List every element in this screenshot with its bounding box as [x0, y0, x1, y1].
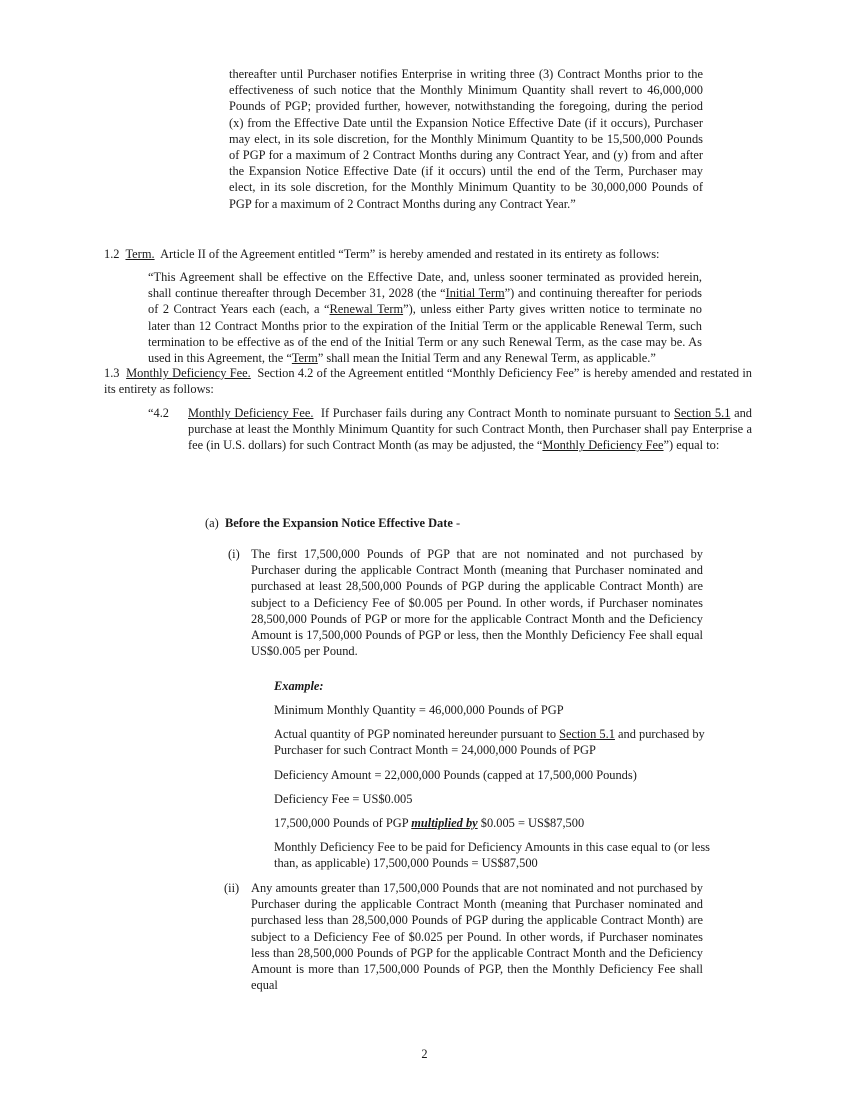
- section-1-2-quote: [148, 269, 702, 366]
- example-text: Actual quantity of PGP nominated hereunder pursuant to: [274, 727, 560, 741]
- defined-term-renewal-term: Renewal Term: [329, 302, 404, 317]
- multiplied-by-emphasis: multiplied by: [411, 816, 478, 830]
- quote-part: “This Agreement shall be effective on the Effective Date, and, unless sooner terminated as provided herein, shall continue thereafter through December 31, 2028 (the “: [148, 270, 702, 301]
- example-line-4: Deficiency Fee = US$0.005: [274, 792, 413, 806]
- clause-ii-text: Any amounts greater than 17,500,000 Pounds that are not nominated and not purchased by Purchaser during the applicable Contract Month (meaning that Purchaser nominated and purchased less than 28,500,000 Pounds of PGP during the applicable Contract Month) are subject to a Deficiency Fee of $0.025 per Pound. In other words, if Purchaser nominates less than 28,500,000 Pounds of PGP for the applicable Contract Month and the Deficiency Amount is more than 17,500,000 Pounds of PGP, then the Monthly Deficiency Fee shall equal: [251, 881, 703, 993]
- section-4-2-text: ”) equal to:: [663, 438, 720, 453]
- section-reference: Section 5.1: [674, 406, 731, 420]
- section-4-2-heading: Monthly Deficiency Fee.: [188, 406, 314, 420]
- example-text: 17,500,000 Pounds of PGP: [274, 816, 412, 830]
- defined-term-initial-term: Initial Term: [445, 286, 505, 301]
- section-4-2-number: “4.2: [148, 406, 169, 420]
- example-line-6: Monthly Deficiency Fee to be paid for Deficiency Amounts in this case equal to (or less than, as applicable) 17,500,000 Pounds = US$87,500: [274, 840, 710, 871]
- example-text: and purchased by Purchaser for such Contract Month = 24,000,000 Pounds of PGP: [274, 727, 705, 758]
- section-reference: Section 5.1: [559, 727, 615, 741]
- section-4-2-paragraph: [188, 405, 752, 454]
- example-line-5: [274, 815, 584, 831]
- example-line-1: Minimum Monthly Quantity = 46,000,000 Pounds of PGP: [274, 703, 564, 717]
- defined-term-monthly-deficiency-fee: Monthly Deficiency Fee: [542, 438, 664, 453]
- section-1-2-intro-text: Article II of the Agreement entitled “Term” is hereby amended and restated in its entirety as follows:: [160, 247, 660, 261]
- section-1-3-intro: [104, 365, 752, 397]
- clause-a-label: (a): [205, 516, 219, 530]
- quote-part: ” shall mean the Initial Term and any Renewal Term, as applicable.”: [317, 351, 656, 366]
- quote-part: ”), unless either Party gives written notice to terminate no later than 12 Contract Months prior to the expiration of the Initial Term or the applicable Renewal Term, such termination to be effective as of the end of the Initial Term or any such Renewal Term, as the case may be. As used in this Agreement, the “: [148, 302, 702, 366]
- section-1-3-intro-text: Section 4.2 of the Agreement entitled “Monthly Deficiency Fee” is hereby amended and restated in its entirety as follows:: [104, 366, 752, 397]
- clause-ii-label: (ii): [224, 881, 240, 895]
- clause-i-text: The first 17,500,000 Pounds of PGP that are not nominated and not purchased by Purchaser during the applicable Contract Month (meaning that Purchaser nominated and purchased at least 28,500,000 Pounds of PGP during the applicable Contract Month) are subject to a Deficiency Fee of $0.005 per Pound. In other words, if Purchaser nominates 28,500,000 Pounds of PGP or more for the applicable Contract Month and the Deficiency Amount is 17,500,000 Pounds of PGP or less, then the Monthly Deficiency Fee shall equal US$0.005 per Pound.: [251, 547, 703, 659]
- clause-i-label: (i): [228, 547, 240, 561]
- quote-part: ”) and continuing thereafter for periods of 2 Contract Years each (each, a “: [148, 286, 702, 317]
- section-4-2-text: and purchase at least the Monthly Minimum Quantity for such Contract Month, then Purchaser shall pay Enterprise a fee (in U.S. dollars) for such Contract Month (as may be adjusted, the “: [188, 406, 752, 453]
- example-title-text: Example:: [274, 679, 324, 693]
- defined-term-term: Term: [291, 351, 318, 366]
- clause-a-dash: -: [452, 516, 461, 530]
- section-1-2-heading: Term.: [125, 247, 155, 261]
- example-line-3: Deficiency Amount = 22,000,000 Pounds (capped at 17,500,000 Pounds): [274, 768, 637, 782]
- clause-a: [205, 515, 460, 531]
- example-line-2: [274, 726, 748, 758]
- continuation-paragraph: thereafter until Purchaser notifies Enterprise in writing three (3) Contract Months prior to the effectiveness of such notice that the Monthly Minimum Quantity shall revert to 46,000,000 Pounds of PGP; provided further, however, notwithstanding the foregoing, during the period (x) from the Effective Date until the Expansion Notice Effective Date (if it occurs), Purchaser may elect, in its sole discretion, for the Monthly Minimum Quantity to be 15,500,000 Pounds of PGP for a maximum of 2 Contract Months during any Contract Year, and (y) from and after the Expansion Notice Effective Date (if it occurs) until the end of the Term, Purchaser may elect, in its sole discretion, for the Monthly Minimum Quantity to be 30,000,000 Pounds of PGP for a maximum of 2 Contract Months during any Contract Year.”: [229, 67, 703, 211]
- section-1-3-heading: Monthly Deficiency Fee.: [126, 366, 251, 380]
- example-text: $0.005 = US$87,500: [477, 816, 585, 830]
- section-4-2-text: If Purchaser fails during any Contract Month to nominate pursuant to: [320, 406, 675, 420]
- clause-a-heading: Before the Expansion Notice Effective Date: [224, 516, 453, 530]
- section-1-3-number: 1.3: [104, 366, 120, 380]
- page-number: 2: [421, 1047, 428, 1061]
- section-1-2-intro: [104, 246, 744, 262]
- section-1-2-number: 1.2: [104, 247, 120, 261]
- example-title: [274, 678, 324, 694]
